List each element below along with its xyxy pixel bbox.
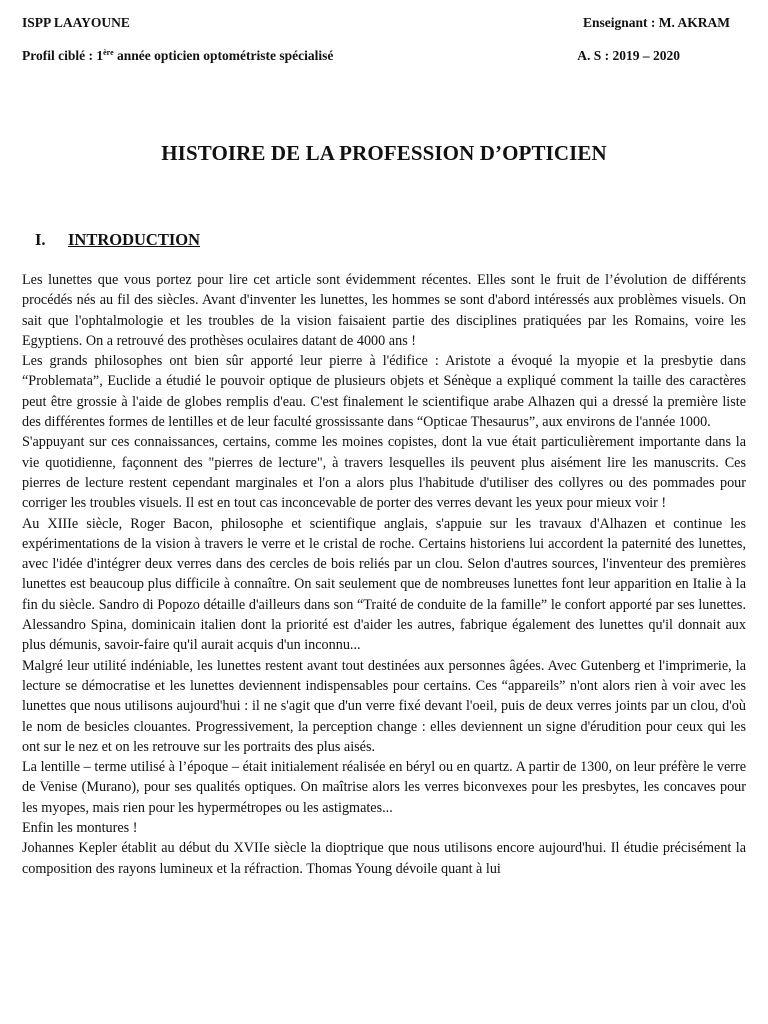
paragraph: Enfin les montures ! — [22, 820, 138, 837]
target-profile-superscript: ère — [103, 48, 114, 57]
paragraph: Johannes Kepler établit au début du XVIIe siècle la dioptrique que nous utilisons encore aujourd'hui. Il étudie précisément la composition des rayons lumineux et la réfraction. Thomas Young dévoile quant à lui — [22, 840, 746, 877]
school-name: ISPP LAAYOUNE — [22, 15, 130, 30]
header-top-row — [22, 15, 730, 31]
document-title: HISTOIRE DE LA PROFESSION D’OPTICIEN — [161, 141, 607, 165]
paragraph: La lentille – terme utilisé à l’époque – était initialement réalisée en béryl ou en quartz. A partir de 1300, on leur préfère le verre de Venise (Murano), pour ses qualités optiques. On maîtrise alors les verres biconvexes pour les presbytes, les concaves pour les myopes, mais rien pour les hypermétropes ou les astigmates... — [22, 759, 746, 816]
header-second-row — [22, 48, 730, 64]
target-profile-prefix: Profil ciblé : 1 — [22, 48, 104, 63]
section-number: I. — [35, 230, 46, 249]
paragraph: Malgré leur utilité indéniable, les lunettes restent avant tout destinées aux personnes âgées. Avec Gutenberg et l'imprimerie, la lecture se démocratise et les lunettes deviennent indispensables pour certains. Ces “appareils” n'ont alors rien à voir avec les lunettes que nous utilisons aujourd'hui : il ne s'agit que d'un verre fixé devant l'oeil, puis de deux verres joints par un clou, d'où le nom de besicles clouantes. Progressivement, la perception change : elles deviennent un signe d'érudition pour ceux qui les ont sur le nez et on les retrouve sur les portraits des plus aisés. — [22, 657, 746, 755]
body-text — [22, 270, 746, 879]
teacher-name: Enseignant : M. AKRAM — [582, 15, 730, 30]
paragraph: Au XIIIe siècle, Roger Bacon, philosophe et scientifique anglais, s'appuie sur les travaux d'Alhazen et continue les expérimentations de la vision à travers le verre et le cristal de roche. Certains historiens lui accordent la paternité des lunettes, avec l'idée d'intégrer deux verres dans des cercles de bois reliés par un clou. Selon d'autres sources, l'inventeur des premières lunettes est beaucoup plus difficile à connaître. On sait seulement que de nombreuses lunettes font leur apparition en Italie à la fin du siècle. Sandro di Popozo détaille d'ailleurs dans son “Traité de conduite de la famille” le confort apporté par ses lunettes. Alessandro Spina, dominicain italien dont la priorité est d'aider les autres, fabrique également des lunettes qu'il donnait aux plus démunis, savoir-faire qu'il aurait acquis d'un inconnu... — [22, 515, 746, 654]
target-profile — [22, 48, 333, 64]
paragraph: Les grands philosophes ont bien sûr apporté leur pierre à l'édifice : Aristote a évoqué la myopie et la presbytie dans “Problemata”, Euclide a étudié le pouvoir optique de plusieurs objets et Sénèque a expliqué comment la taille des caractères peut être grossie à l'aide de globes remplis d'eau. C'est finalement le scientifique arabe Alhazen qui a dressé la première liste des différentes formes de lentilles et de leur faculté grossissante dans “Opticae Thesaurus”, aux environs de l'année 1000. — [22, 353, 746, 431]
target-profile-suffix: année opticien optométriste spécialisé — [113, 48, 334, 63]
academic-year: A. S : 2019 – 2020 — [577, 48, 680, 63]
paragraph: Les lunettes que vous portez pour lire cet article sont évidemment récentes. Elles sont le fruit de l’évolution de différents procédés nés au fil des siècles. Avant d'inventer les lunettes, les hommes se sont d'abord intéressés aux problèmes visuels. On sait que l'ophtalmologie et les troubles de la vision faisaient partie des disciplines pratiquées par les Romains, voire les Egyptiens. On a retrouvé des prothèses oculaires datant de 4000 ans ! — [22, 272, 746, 349]
section-heading — [35, 230, 200, 250]
section-title: INTRODUCTION — [68, 230, 201, 249]
paragraph: S'appuyant sur ces connaissances, certains, comme les moines copistes, dont la vue était particulièrement importante dans la vie quotidienne, façonnent des "pierres de lecture", à travers lesquelles ils peuvent plus aisément lire les manuscrits. Ces pierres de lecture restent cependant marginales et l'on a alors plus l'habitude d'utiliser des collyres ou des pommades pour corriger les troubles visuels. Il est en tout cas inconcevable de porter des verres devant les yeux pour mieux voir ! — [22, 434, 746, 512]
